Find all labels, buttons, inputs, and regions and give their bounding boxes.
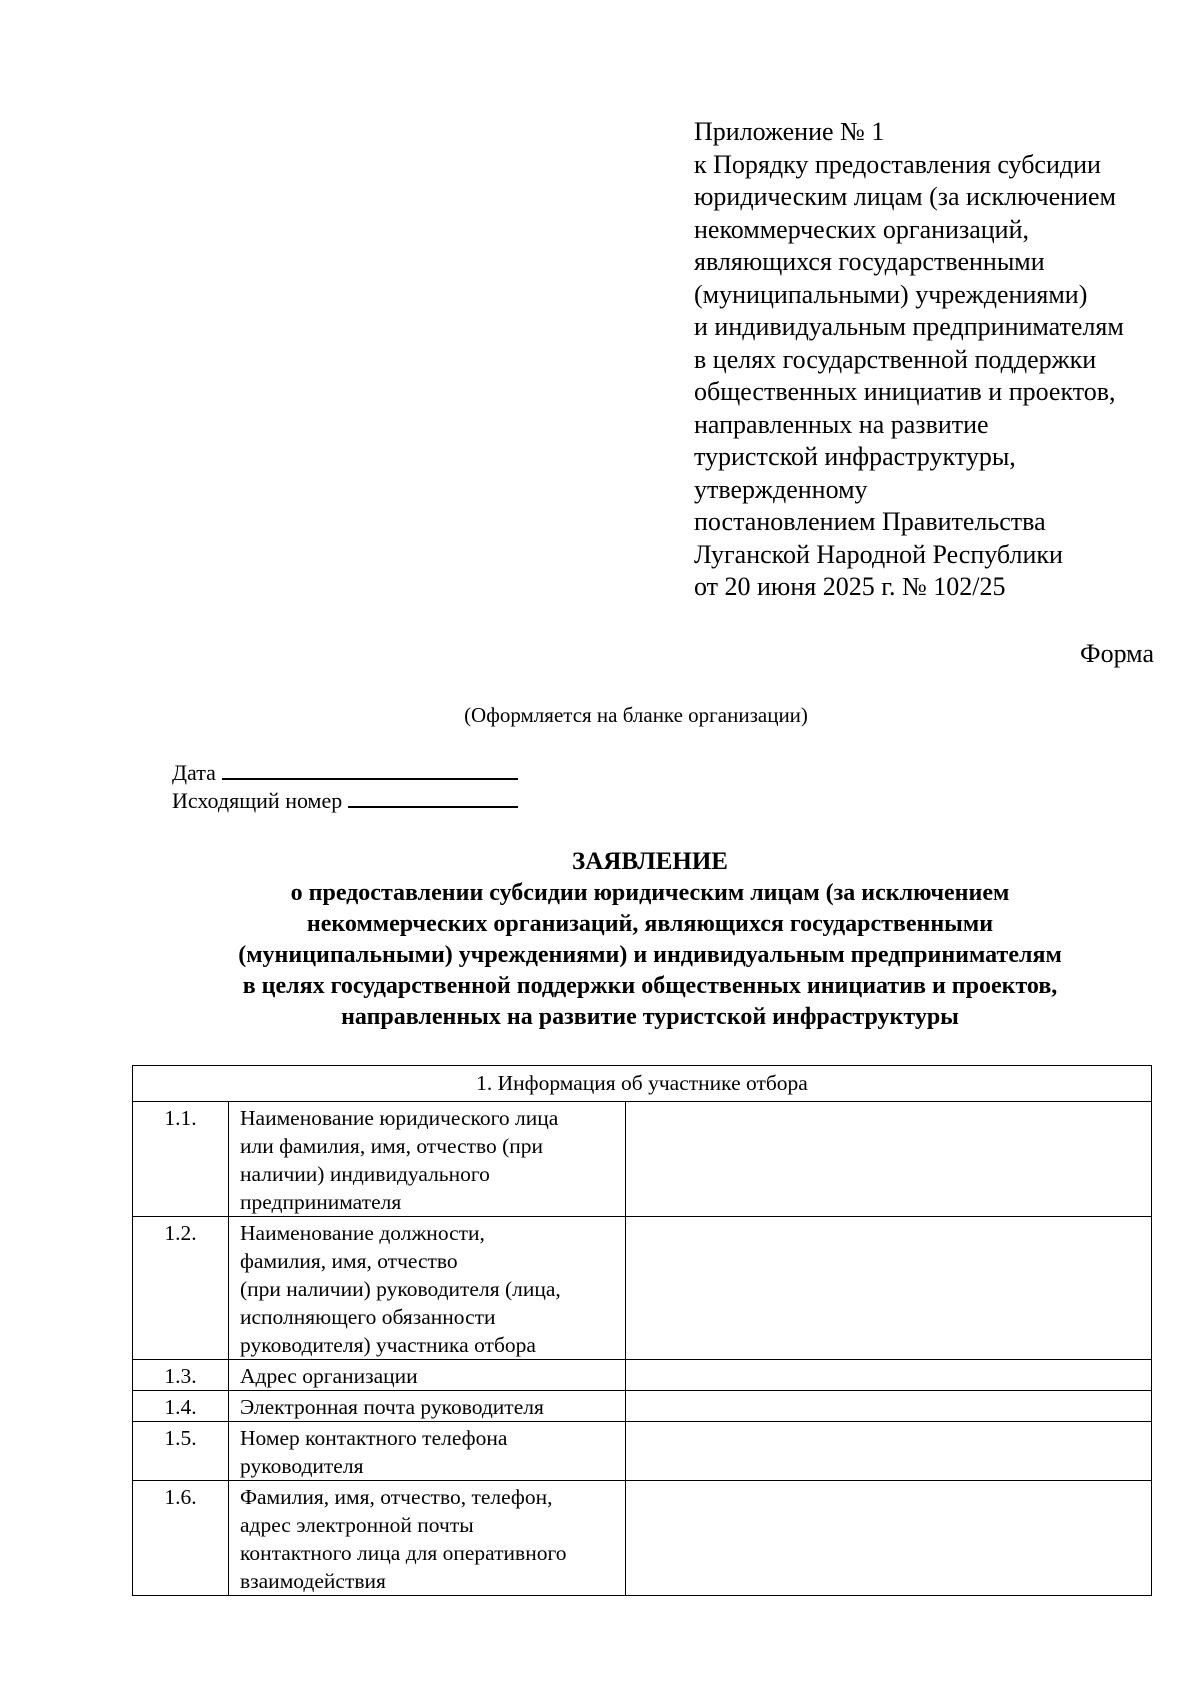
annex-line: (муниципальными) учреждениями) — [694, 279, 1088, 309]
table-row — [133, 1422, 1152, 1481]
outgoing-number-line — [172, 787, 518, 815]
annex-line: Луганской Народной Республики — [694, 539, 1063, 569]
row-label-line: Фамилия, имя, отчество, телефон, — [240, 1485, 553, 1509]
row-label-line: наличии) индивидуального — [240, 1162, 490, 1186]
row-number: 1.6. — [133, 1481, 229, 1596]
row-number: 1.3. — [133, 1360, 229, 1391]
row-label-line: руководителя) участника отбора — [240, 1333, 536, 1357]
row-label-line: Адрес организации — [240, 1364, 418, 1388]
annex-block — [694, 116, 1184, 604]
row-label-line: исполняющего обязанности — [240, 1305, 496, 1329]
row-label-line: фамилия, имя, отчество — [240, 1249, 458, 1273]
date-blank-field[interactable] — [222, 760, 518, 780]
row-label-line: Наименование юридического лица — [240, 1106, 559, 1130]
row-number: 1.2. — [133, 1217, 229, 1360]
outgoing-number-label: Исходящий номер — [172, 788, 343, 813]
annex-line: являющихся государственными — [694, 247, 1045, 276]
annex-line: в целях государственной поддержки — [694, 344, 1097, 374]
row-label-line: контактного лица для оперативного — [240, 1541, 567, 1565]
row-value-cell[interactable] — [626, 1422, 1152, 1481]
annex-line: юридическим лицам (за исключением — [694, 182, 1116, 211]
row-label-line: Электронная почта руководителя — [240, 1395, 544, 1419]
statement-heading — [150, 846, 1150, 1033]
row-label — [229, 1102, 626, 1217]
row-value-cell[interactable] — [626, 1360, 1152, 1391]
statement-line: в целях государственной поддержки общественных инициатив и проектов, — [242, 973, 1058, 999]
section-title: 1. Информация об участнике отбора — [133, 1066, 1152, 1102]
row-value-cell[interactable] — [626, 1391, 1152, 1422]
table-row — [133, 1217, 1152, 1360]
statement-line: некоммерческих организаций, являющихся государственными — [306, 911, 994, 937]
statement-title: ЗАЯВЛЕНИЕ — [572, 848, 728, 875]
date-line — [172, 759, 518, 787]
row-label — [229, 1391, 626, 1422]
annex-line: постановлением Правительства — [694, 507, 1046, 536]
row-label-line: или фамилия, имя, отчество (при — [240, 1134, 544, 1158]
annex-line: от 20 июня 2025 г. № 102/25 — [694, 572, 1006, 601]
table-row — [133, 1391, 1152, 1422]
statement-line: (муниципальными) учреждениями) и индивидуальным предпринимателям — [238, 942, 1062, 968]
annex-line: общественных инициатив и проектов, — [694, 377, 1116, 406]
row-value-cell[interactable] — [626, 1102, 1152, 1217]
table-section-row — [133, 1066, 1152, 1102]
date-label: Дата — [172, 760, 216, 785]
row-label-line: адрес электронной почты — [240, 1513, 474, 1537]
row-label-line: Наименование должности, — [240, 1221, 485, 1245]
annex-line: и индивидуальным предпринимателям — [694, 312, 1124, 341]
row-value-cell[interactable] — [626, 1217, 1152, 1360]
statement-line: о предоставлении субсидии юридическим лицам (за исключением — [290, 880, 1010, 906]
form-label: Форма — [1080, 639, 1154, 668]
row-label-line: предпринимателя — [240, 1190, 402, 1214]
row-label — [229, 1422, 626, 1481]
row-label-line: взаимодействия — [240, 1569, 386, 1593]
outgoing-number-blank-field[interactable] — [348, 788, 518, 808]
annex-line: утвержденному — [694, 474, 868, 504]
row-label-line: (при наличии) руководителя (лица, — [240, 1277, 561, 1301]
row-value-cell[interactable] — [626, 1481, 1152, 1596]
row-number: 1.5. — [133, 1422, 229, 1481]
participant-info-table — [132, 1065, 1152, 1596]
row-number: 1.4. — [133, 1391, 229, 1422]
annex-line: некоммерческих организаций, — [694, 214, 1030, 244]
annex-line: Приложение № 1 — [694, 117, 885, 146]
row-label — [229, 1481, 626, 1596]
annex-line: направленных на развитие — [694, 409, 989, 439]
annex-line: к Порядку предоставления субсидии — [694, 149, 1101, 179]
statement-line: направленных на развитие туристской инфраструктуры — [341, 1004, 959, 1030]
annex-line: туристской инфраструктуры, — [694, 442, 1016, 471]
row-label-line: руководителя — [240, 1454, 364, 1478]
row-number: 1.1. — [133, 1102, 229, 1217]
blank-note: (Оформляется на бланке организации) — [464, 703, 808, 727]
row-label — [229, 1360, 626, 1391]
row-label-line: Номер контактного телефона — [240, 1426, 508, 1450]
table-row — [133, 1102, 1152, 1217]
row-label — [229, 1217, 626, 1360]
table-row — [133, 1360, 1152, 1391]
table-row — [133, 1481, 1152, 1596]
